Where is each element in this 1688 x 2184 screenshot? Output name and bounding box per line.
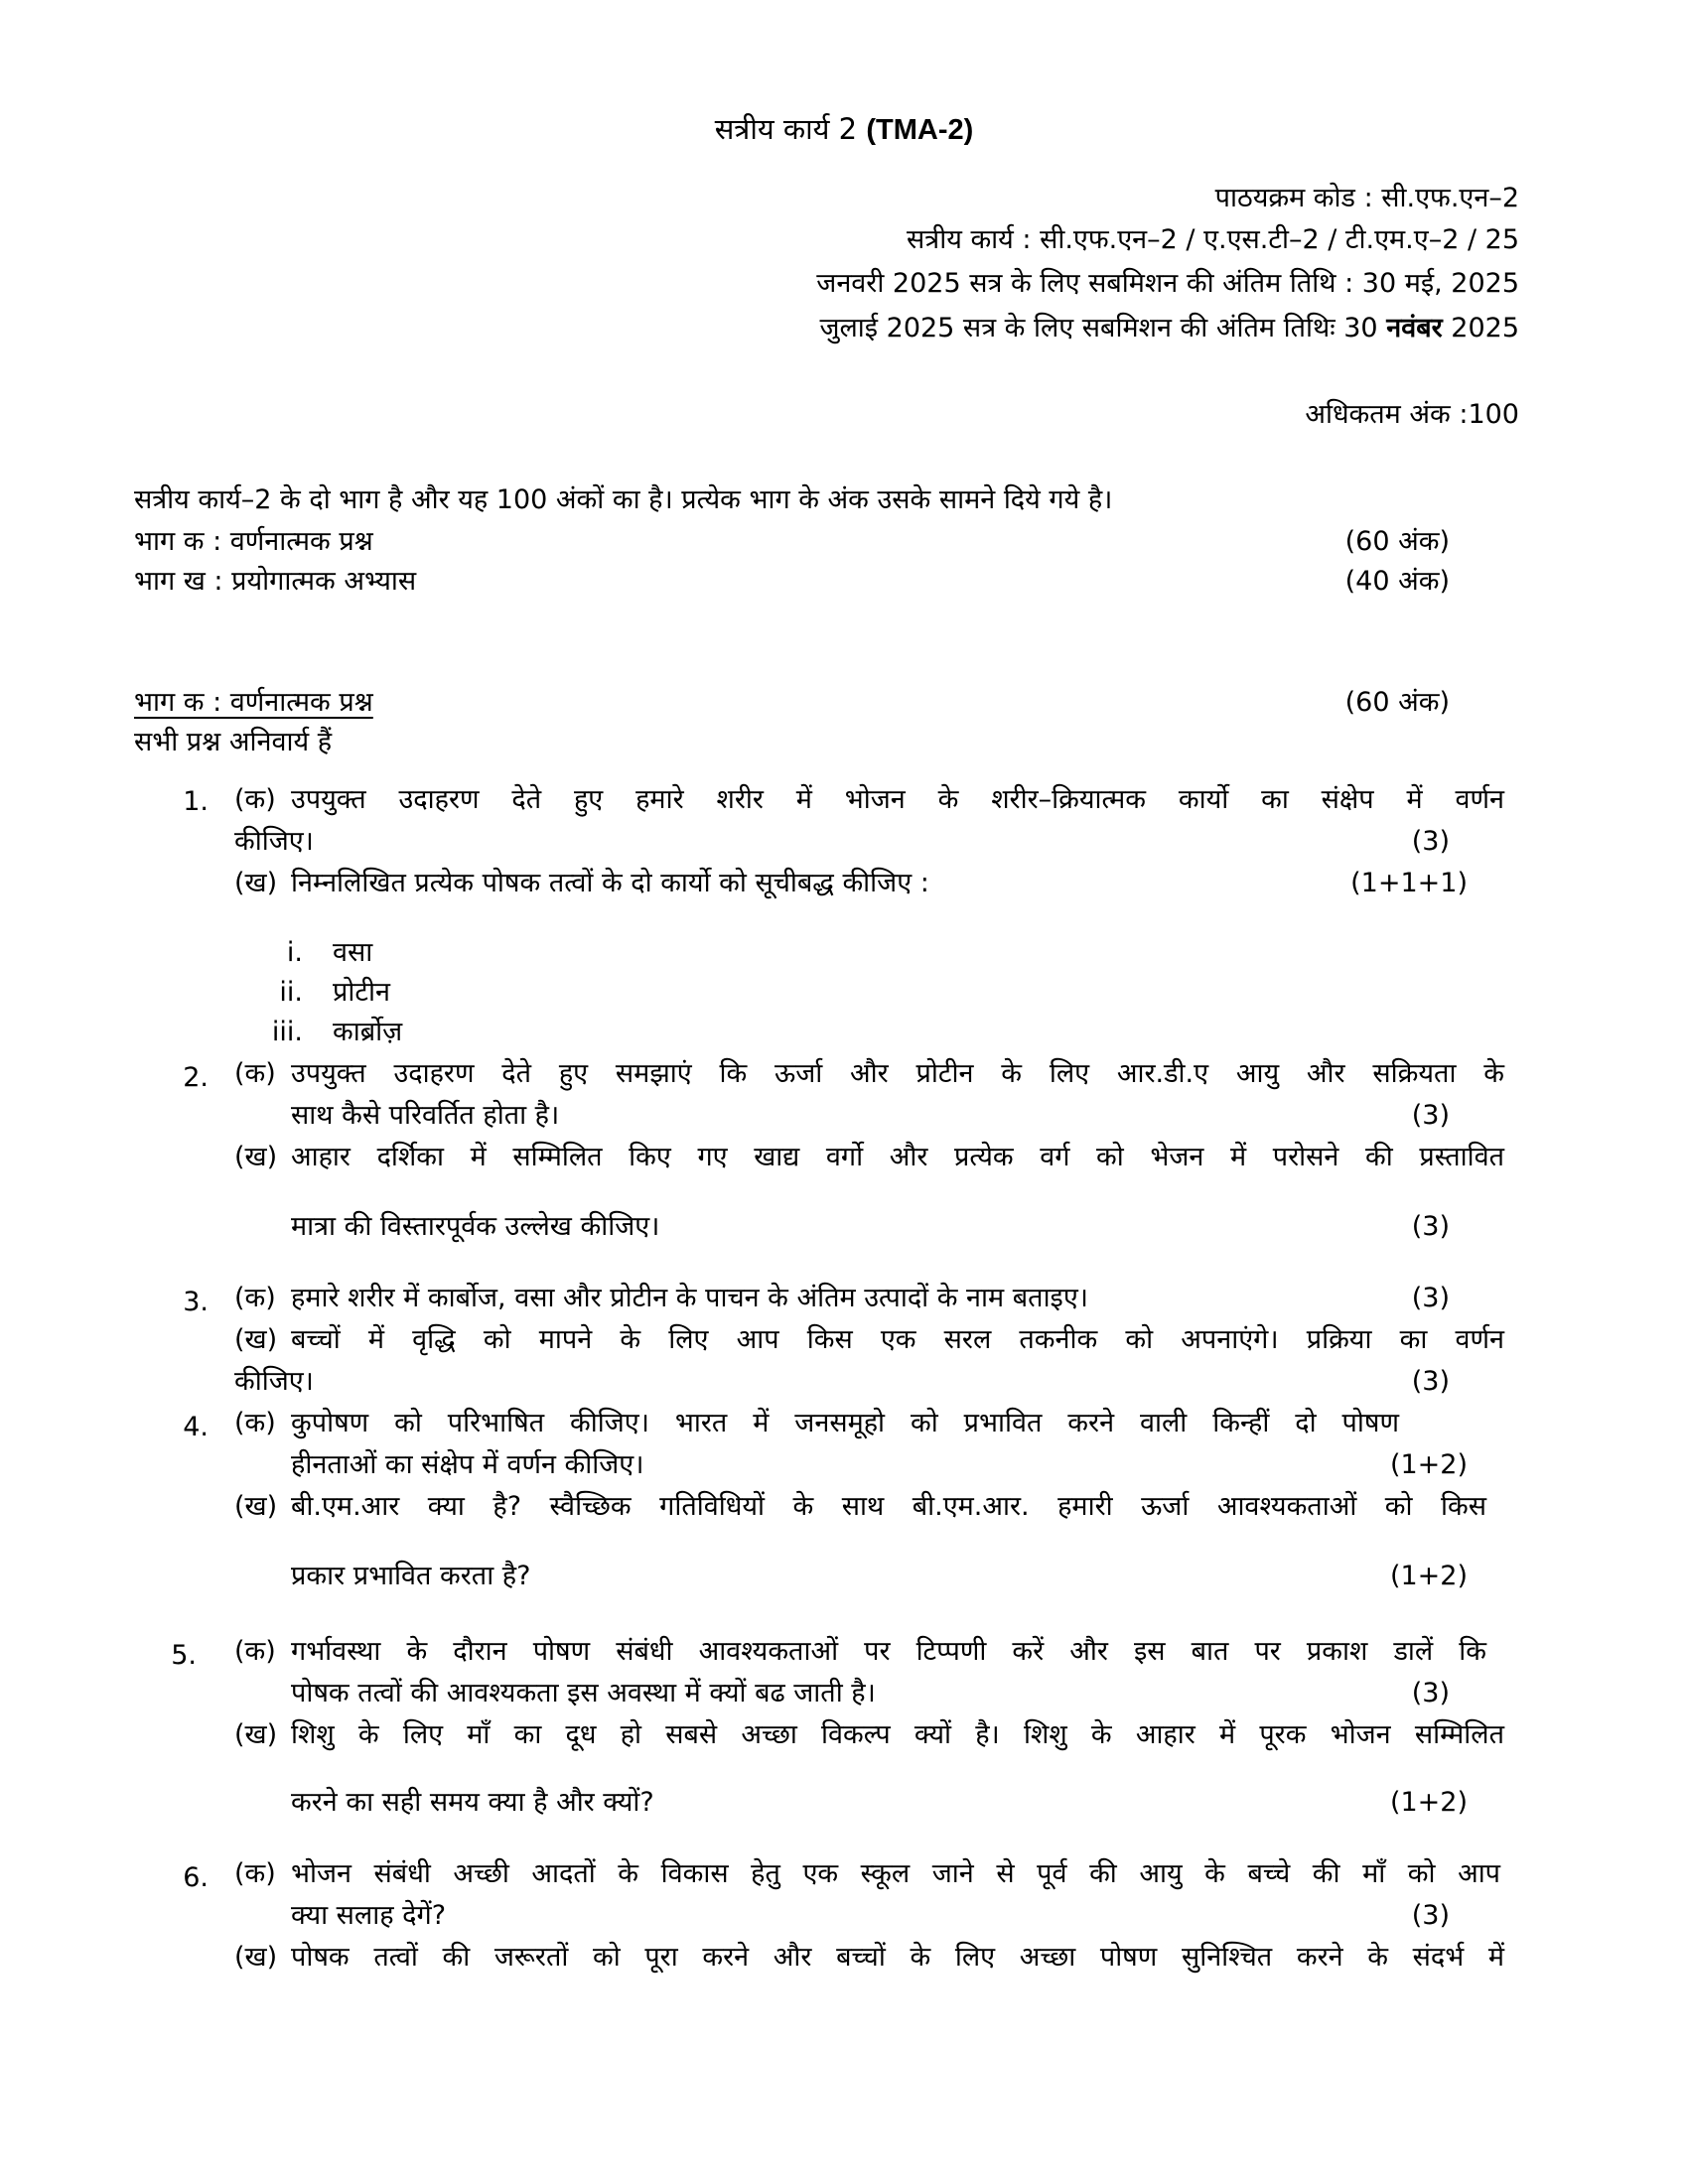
q5-a-text-cont: पोषक तत्वों की आवश्यकता इस अवस्था में क्यों बढ जाती है। <box>291 1678 876 1708</box>
q1-b-label: (ख) <box>234 868 278 898</box>
q6-a-text: भोजन संबंधी अच्छी आदतों के विकास हेतु एक स्कूल जाने से पूर्व की आयु के बच्चे की माँ को आप <box>291 1858 1500 1889</box>
list-item-roman: ii. <box>279 977 303 1008</box>
q5-b-marks: (1+2) <box>1389 1787 1468 1818</box>
q4-b-label: (ख) <box>234 1491 278 1522</box>
part-b-marks: (40 अंक) <box>1344 566 1450 597</box>
deadline-january: जनवरी 2025 सत्र के लिए सबमिशन की अंतिम तिथि : 30 मई, 2025 <box>816 268 1519 299</box>
q4-b-text-cont: प्रकार प्रभावित करता है? <box>291 1561 531 1591</box>
q5-b-text-cont: करने का सही समय क्या है और क्यों? <box>291 1787 654 1818</box>
q4-b-marks: (1+2) <box>1389 1561 1468 1591</box>
list-item-text: प्रोटीन <box>333 977 390 1008</box>
course-code: पाठयक्रम कोड : सी.एफ.एन–2 <box>1214 183 1519 213</box>
deadline-july-month: नवंबर <box>1386 313 1443 343</box>
q3-a-text: हमारे शरीर में कार्बोज, वसा और प्रोटीन के पाचन के अंतिम उत्पादों के नाम बताइए। <box>291 1283 1088 1313</box>
q3-b-marks: (3) <box>1411 1366 1450 1397</box>
q2-b-label: (ख) <box>234 1142 278 1172</box>
q5-a-label: (क) <box>234 1636 276 1667</box>
q6-b-label: (ख) <box>234 1942 278 1973</box>
question-number: 1. <box>183 786 209 817</box>
part-b-label: भाग ख : प्रयोगात्मक अभ्यास <box>134 566 417 597</box>
q2-b-marks: (3) <box>1411 1211 1450 1242</box>
question-number: 2. <box>183 1062 209 1093</box>
q3-b-text: बच्चों में वृद्धि को मापने के लिए आप किस एक सरल तकनीक को अपनाएंगे। प्रक्रिया का वर्णन <box>291 1324 1504 1355</box>
title-code: (TMA-2) <box>866 114 974 146</box>
q1-b-marks: (1+1+1) <box>1350 868 1468 898</box>
list-item-text: कार्ब्रोज़ <box>333 1017 403 1047</box>
question-number: 3. <box>183 1287 209 1317</box>
q1-a-text: उपयुक्त उदाहरण देते हुए हमारे शरीर में भोजन के शरीर–क्रियात्मक कार्यो का संक्षेप में वर्णन <box>291 784 1504 815</box>
part-a-label: भाग क : वर्णनात्मक प्रश्न <box>134 526 373 557</box>
q5-b-label: (ख) <box>234 1719 278 1750</box>
q4-a-marks: (1+2) <box>1389 1449 1468 1480</box>
q1-a-text-cont: कीजिए। <box>234 826 314 857</box>
q6-a-marks: (3) <box>1411 1900 1450 1931</box>
list-item-text: वसा <box>333 937 373 968</box>
q5-a-marks: (3) <box>1411 1678 1450 1708</box>
deadline-july-text: जुलाई 2025 सत्र के लिए सबमिशन की अंतिम तिथिः 30 <box>819 313 1378 343</box>
max-marks: अधिकतम अंक :100 <box>1305 399 1519 430</box>
q3-a-label: (क) <box>234 1283 276 1313</box>
q3-b-text-cont: कीजिए। <box>234 1366 314 1397</box>
assignment-code: सत्रीय कार्य : सी.एफ.एन–2 / ए.एस.टी–2 / टी.एम.ए–2 / 25 <box>907 224 1519 255</box>
q5-a-text: गर्भावस्था के दौरान पोषण संबंधी आवश्यकताओं पर टिप्पणी करें और इस बात पर प्रकाश डालें कि <box>291 1636 1486 1667</box>
list-item-roman: i. <box>286 937 303 968</box>
page-title <box>0 109 1688 150</box>
q6-a-text-cont: क्या सलाह देगें? <box>291 1900 447 1931</box>
question-number: 6. <box>183 1862 209 1893</box>
deadline-july-year: 2025 <box>1451 313 1519 343</box>
q1-a-label: (क) <box>234 784 276 815</box>
list-item-roman: iii. <box>271 1017 303 1047</box>
title-hindi: सत्रीय कार्य 2 <box>714 112 858 146</box>
q2-a-text-cont: साथ कैसे परिवर्तित होता है। <box>291 1100 560 1131</box>
q5-b-text: शिशु के लिए माँ का दूध हो सबसे अच्छा विकल्प क्यों है। शिशु के आहार में पूरक भोजन सम्मिलित <box>291 1719 1504 1750</box>
section-a-heading: भाग क : वर्णनात्मक प्रश्न <box>134 687 373 718</box>
intro-text: सत्रीय कार्य–2 के दो भाग है और यह 100 अंकों का है। प्रत्येक भाग के अंक उसके सामने दिये गये है। <box>134 484 1113 515</box>
section-a-marks: (60 अंक) <box>1344 687 1450 718</box>
q2-a-marks: (3) <box>1411 1100 1450 1131</box>
q2-a-label: (क) <box>234 1058 276 1089</box>
q4-a-text-cont: हीनताओं का संक्षेप में वर्णन कीजिए। <box>291 1449 644 1480</box>
part-a-marks: (60 अंक) <box>1344 526 1450 557</box>
q6-b-text: पोषक तत्वों की जरूरतों को पूरा करने और बच्चों के लिए अच्छा पोषण सुनिश्चित करने के संदर्भ में <box>291 1942 1504 1973</box>
q6-a-label: (क) <box>234 1858 276 1889</box>
q4-b-text: बी.एम.आर क्या है? स्वैच्छिक गतिविधियों के साथ बी.एम.आर. हमारी ऊर्जा आवश्यकताओं को किस <box>291 1491 1486 1522</box>
question-number: 5. <box>171 1640 197 1671</box>
q2-b-text: आहार दर्शिका में सम्मिलित किए गए खाद्य वर्गो और प्रत्येक वर्ग को भेजन में परोसने की प्रस्तावित <box>291 1142 1504 1172</box>
q3-a-marks: (3) <box>1411 1283 1450 1313</box>
section-a-instruction: सभी प्रश्न अनिवार्य हैं <box>134 727 333 757</box>
q4-a-text: कुपोषण को परिभाषित कीजिए। भारत में जनसमूहो को प्रभावित करने वाली किन्हीं दो पोषण <box>291 1408 1399 1438</box>
q1-b-text: निम्नलिखित प्रत्येक पोषक तत्वों के दो कार्यो को सूचीबद्ध कीजिए : <box>291 868 929 898</box>
q1-a-marks: (3) <box>1411 826 1450 857</box>
q2-b-text-cont: मात्रा की विस्तारपूर्वक उल्लेख कीजिए। <box>291 1211 660 1242</box>
q2-a-text: उपयुक्त उदाहरण देते हुए समझाएं कि ऊर्जा और प्रोटीन के लिए आर.डी.ए आयु और सक्रियता के <box>291 1058 1504 1089</box>
q3-b-label: (ख) <box>234 1324 278 1355</box>
deadline-july <box>819 309 1519 348</box>
q4-a-label: (क) <box>234 1408 276 1438</box>
question-number: 4. <box>183 1412 209 1442</box>
